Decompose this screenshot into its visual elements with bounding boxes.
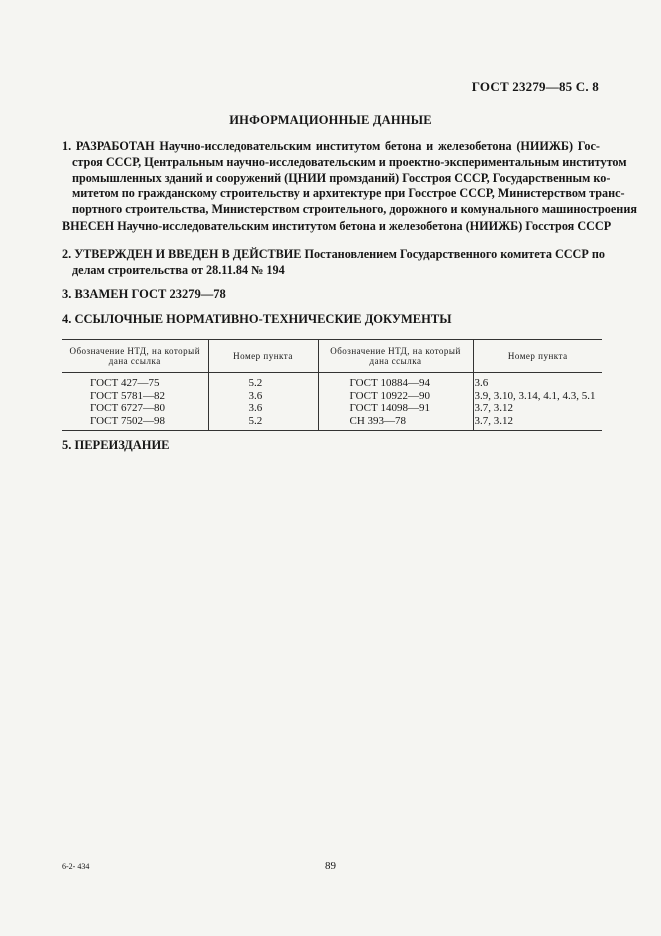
doc-cell: ГОСТ 5781—82 (90, 389, 165, 402)
introduced-by (62, 219, 612, 235)
page-number: 89 (325, 860, 336, 872)
item-cell: 3.7, 3.12 (473, 402, 602, 415)
item-cell: 5.2 (208, 415, 318, 431)
section-3-replaces: 3. ВЗАМЕН ГОСТ 23279—78 (62, 287, 226, 301)
section-2-line: 2. УТВЕРЖДЕН И ВВЕДЕН В ДЕЙСТВИЕ Постановлением Государственного комитета СССР по (62, 247, 605, 261)
item-cell: 3.7, 3.12 (473, 415, 602, 431)
doc-cell: ГОСТ 6727—80 (90, 402, 165, 414)
section-5-reissue: 5. ПЕРЕИЗДАНИЕ (62, 438, 170, 452)
section-1-line: промышленных зданий и сооружений (ЦНИИ промзданий) Госстроя СССР, Государственным ко- (72, 170, 611, 185)
section-1-developed (62, 139, 637, 218)
section-2-approved (62, 247, 605, 279)
doc-cell: ГОСТ 7502—98 (62, 415, 208, 431)
section-1-line: строя СССР, Центральным научно-исследовательским и проектно-экспериментальным институтом (72, 154, 627, 169)
section-1-line: портного строительства, Министерством строительного, дорожного и комунального машиностроения (72, 202, 637, 217)
table-header-row (62, 340, 602, 373)
item-cell: 5.2 (208, 373, 318, 390)
item-cell: 3.6 (473, 373, 602, 390)
doc-cell: ГОСТ 427—75 (90, 377, 160, 389)
section-4-heading: 4. ССЫЛОЧНЫЕ НОРМАТИВНО-ТЕХНИЧЕСКИЕ ДОКУМЕНТЫ (62, 312, 452, 326)
introduced-line: ВНЕСЕН Научно-исследовательским институтом бетона и железобетона (НИИЖБ) Госстроя СССР (62, 219, 612, 233)
doc-cell: СН 393—78 (318, 415, 473, 431)
doc-cell: ГОСТ 14098—91 (318, 402, 473, 415)
item-cell: 3.9, 3.10, 3.14, 4.1, 4.3, 5.1 (473, 390, 602, 403)
table-row (62, 390, 602, 403)
table-row (62, 415, 602, 431)
print-code: 6-2- 434 (62, 862, 90, 871)
column-header-doc: Обозначение НТД, на который дана ссылка (318, 340, 473, 373)
column-header-doc: Обозначение НТД, на который дана ссылка (62, 340, 208, 373)
page-title: ИНФОРМАЦИОННЫЕ ДАННЫЕ (229, 113, 432, 127)
section-2-line: делам строительства от 28.11.84 № 194 (72, 262, 285, 277)
reference-documents-table (62, 339, 602, 431)
section-1-line: митетом по гражданскому строительству и архитектуре при Госстрое СССР, Министерством транс- (72, 186, 625, 201)
table-row (62, 402, 602, 415)
doc-cell: ГОСТ 10884—94 (318, 373, 473, 390)
item-cell: 3.6 (208, 390, 318, 403)
document-code-header: ГОСТ 23279—85 С. 8 (471, 79, 599, 94)
column-header-item: Номер пункта (208, 340, 318, 373)
item-cell: 3.6 (208, 402, 318, 415)
doc-cell: ГОСТ 10922—90 (318, 390, 473, 403)
section-1-line: 1. РАЗРАБОТАН Научно-исследовательским институтом бетона и железобетона (НИИЖБ) Гос- (62, 139, 600, 153)
column-header-item: Номер пункта (473, 340, 602, 373)
table-row (62, 373, 602, 390)
